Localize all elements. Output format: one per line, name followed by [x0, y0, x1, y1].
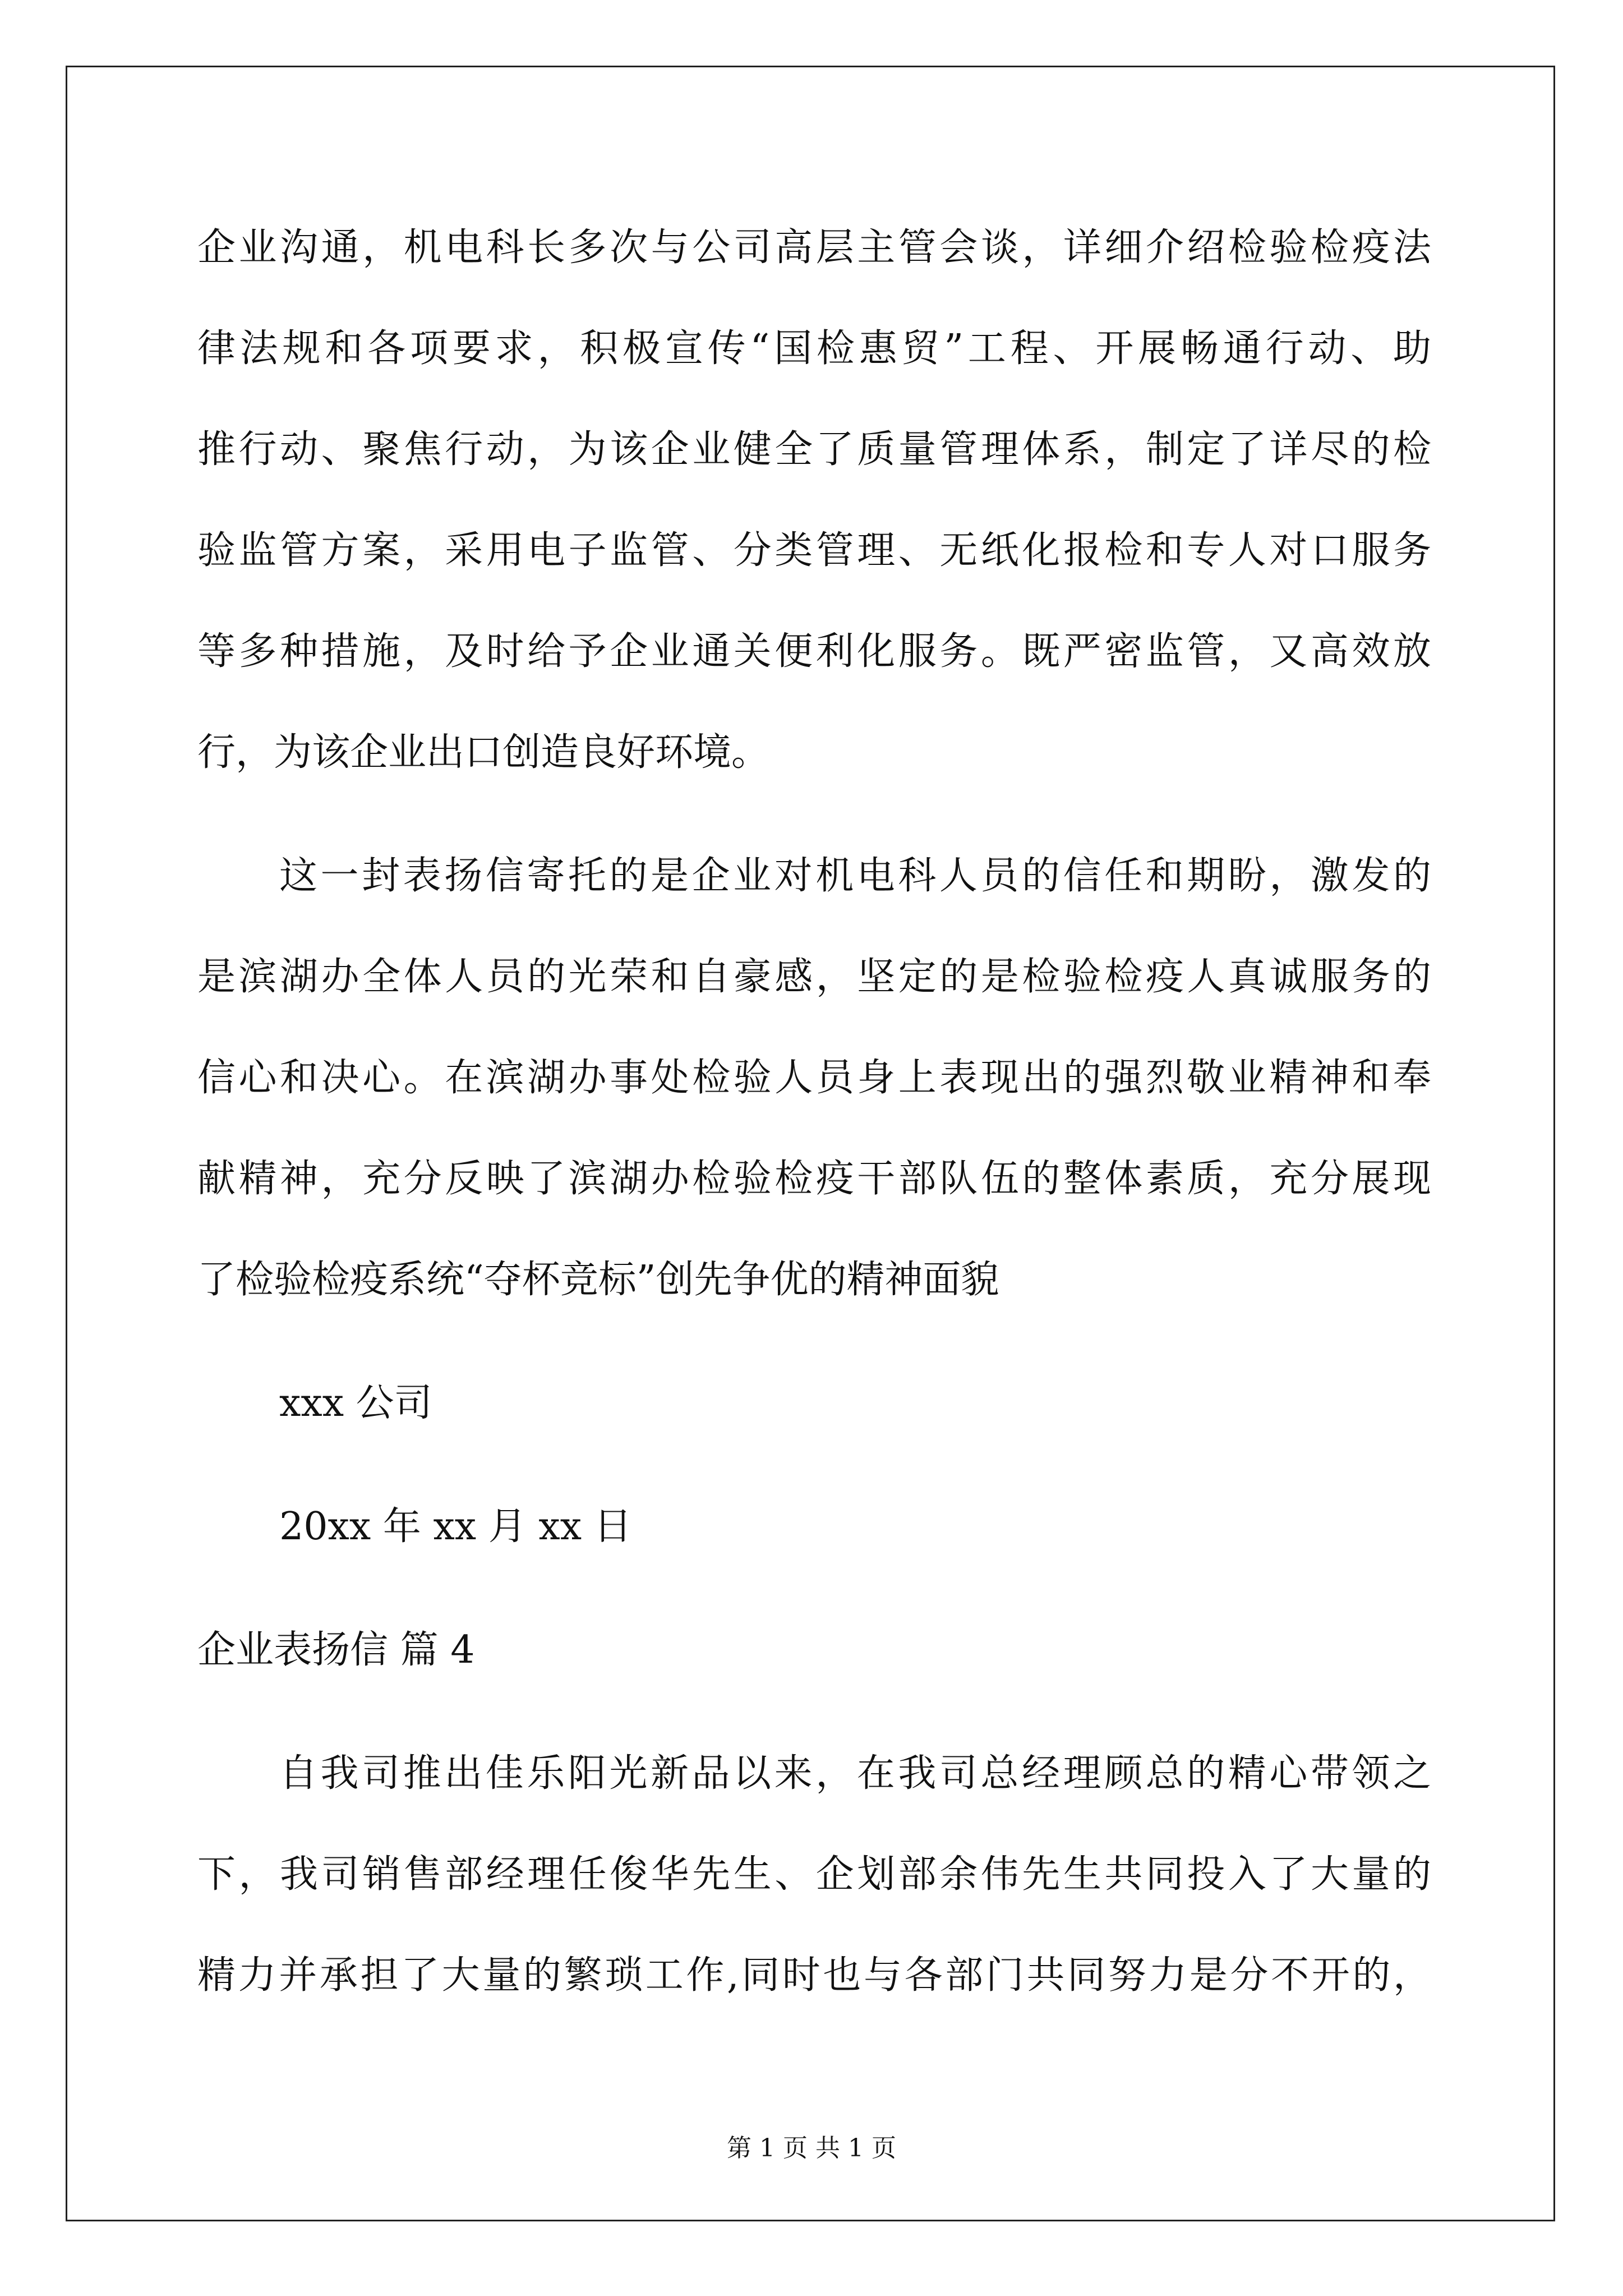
paragraph-line: 企业沟通，机电科长多次与公司高层主管会谈，详细介绍检验检疫法 — [197, 226, 1431, 270]
signature-date: 20xx 年 xx 月 xx 日 — [279, 1504, 632, 1549]
paragraph-line: 了检验检疫系统“夺杯竞标”创先争优的精神面貌 — [197, 1258, 999, 1302]
signature-company: xxx 公司 — [279, 1381, 432, 1425]
section-heading: 企业表扬信 篇 4 — [197, 1628, 475, 1672]
paragraph-line: 推行动、聚焦行动，为该企业健全了质量管理体系，制定了详尽的检 — [197, 427, 1431, 472]
paragraph-line: 行，为该企业出口创造良好环境。 — [197, 730, 770, 775]
paragraph-line: 这一封表扬信寄托的是企业对机电科人员的信任和期盼，激发的 — [279, 854, 1431, 898]
paragraph-line: 是滨湖办全体人员的光荣和自豪感，坚定的是检验检疫人真诚服务的 — [197, 955, 1431, 999]
paragraph-line: 信心和决心。在滨湖办事处检验人员身上表现出的强烈敬业精神和奉 — [197, 1056, 1431, 1100]
paragraph-line: 等多种措施，及时给予企业通关便利化服务。既严密监管，又高效放 — [197, 629, 1431, 674]
paragraph-line: 律法规和各项要求，积极宣传“国检惠贸”工程、开展畅通行动、助 — [197, 326, 1431, 371]
paragraph-line: 精力并承担了大量的繁琐工作,同时也与各部门共同努力是分不开的， — [197, 1953, 1431, 1998]
paragraph-line: 自我司推出佳乐阳光新品以来，在我司总经理顾总的精心带领之 — [279, 1751, 1431, 1796]
paragraph-line: 验监管方案，采用电子监管、分类管理、无纸化报检和专人对口服务 — [197, 528, 1431, 573]
paragraph-line: 献精神，充分反映了滨湖办检验检疫干部队伍的整体素质，充分展现 — [197, 1157, 1431, 1201]
paragraph-line: 下，我司销售部经理任俊华先生、企划部余伟先生共同投入了大量的 — [197, 1852, 1431, 1897]
page-footer: 第 1 页 共 1 页 — [727, 2134, 896, 2162]
